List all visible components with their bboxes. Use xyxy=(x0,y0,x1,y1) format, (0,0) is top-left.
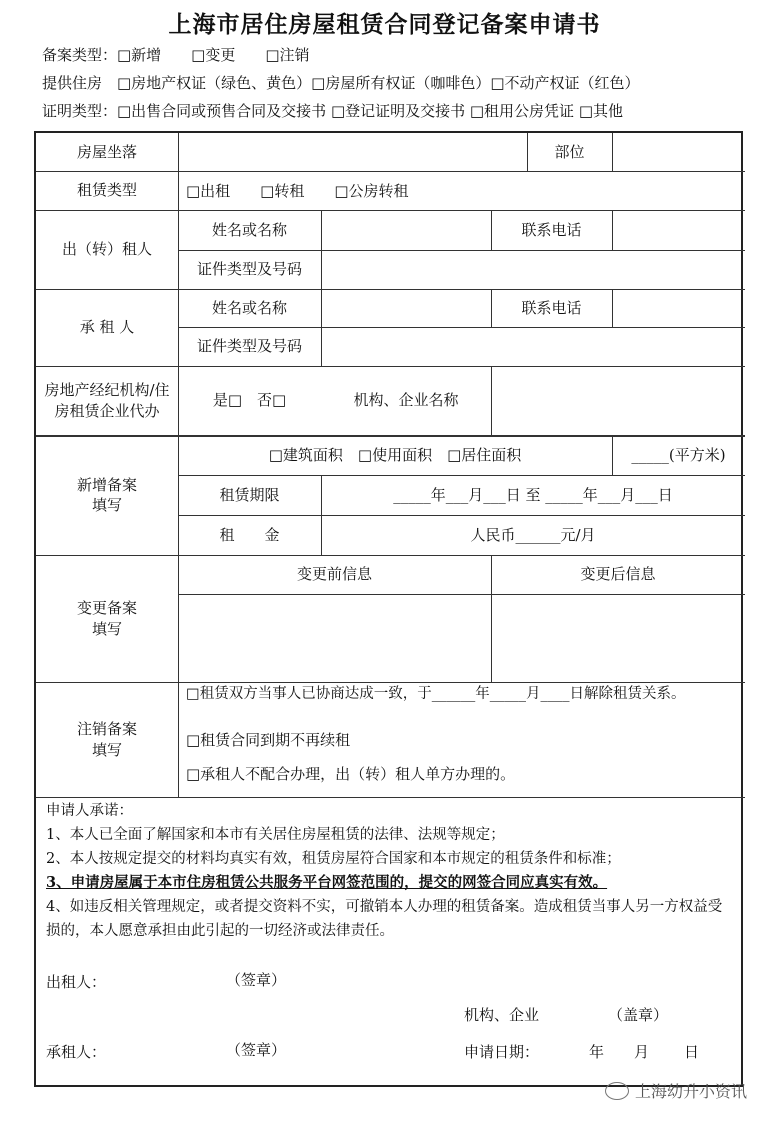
after-info-field[interactable] xyxy=(491,594,745,682)
date-label: 申请日期： xyxy=(464,1043,540,1061)
proof-type-line: 证明类型：□出售合同或预售合同及交接书 □登记证明及交接书 □租用公房凭证 □其他 xyxy=(42,102,623,120)
org-sign-label: 机构、企业 xyxy=(464,1006,540,1024)
lessee-id-label: 证件类型及号码 xyxy=(196,337,302,356)
term-field[interactable]: _____年___月___日 至 _____年___月___日 xyxy=(393,485,673,504)
lessee-sign-label: 承租人： xyxy=(46,1043,107,1061)
pledge-heading: 申请人承诺： xyxy=(46,803,133,819)
date-year[interactable]: 年 xyxy=(589,1043,605,1061)
pledge-item-2: 2、本人按规定提交的材料均真实有效，租赁房屋符合国家和本市规定的租赁条件和标准； xyxy=(46,851,621,867)
lessor-phone-label: 联系电话 xyxy=(521,220,582,239)
lessee-phone-field[interactable] xyxy=(612,289,745,327)
location-field[interactable] xyxy=(178,133,527,171)
area-sqm-field[interactable]: _____(平方米) xyxy=(631,445,726,464)
lessee-label: 承 租 人 xyxy=(79,318,135,337)
lessor-seal[interactable]: （签章） xyxy=(226,971,287,989)
cancel-record-label: 注销备案填写 xyxy=(76,720,137,759)
location-label: 房屋坐落 xyxy=(76,142,137,161)
lessee-name-field[interactable] xyxy=(321,289,491,327)
before-info-label: 变更前信息 xyxy=(296,565,372,584)
lessor-name-field[interactable] xyxy=(321,210,491,250)
part-label: 部位 xyxy=(554,142,585,161)
agent-org-label: 机构、企业名称 xyxy=(353,391,459,410)
form-title: 上海市居住房屋租赁合同登记备案申请书 xyxy=(168,12,601,38)
agent-org-field[interactable] xyxy=(491,366,745,435)
lessee-id-field[interactable] xyxy=(321,327,745,366)
org-seal[interactable]: （盖章） xyxy=(608,1006,669,1024)
change-record-label: 变更备案填写 xyxy=(76,599,137,638)
pledge-item-3: 3、申请房屋属于本市住房租赁公共服务平台网签范围的，提交的网签合同应真实有效。 xyxy=(46,874,608,891)
lessee-phone-label: 联系电话 xyxy=(521,298,582,317)
rent-field[interactable]: 人民币______元/月 xyxy=(470,525,596,544)
lessor-id-field[interactable] xyxy=(321,250,745,289)
new-record-label: 新增备案填写 xyxy=(76,475,137,514)
housing-proof-line: 提供住房 □房地产权证（绿色、黄色）□房屋所有权证（咖啡色）□不动产权证（红色） xyxy=(42,74,640,92)
filing-type-line: 备案类型：□新增 □变更 □注销 xyxy=(42,46,310,64)
date-day[interactable]: 日 xyxy=(684,1043,700,1061)
cancel-option-2[interactable]: □租赁合同到期不再续租 xyxy=(186,731,351,749)
part-field[interactable] xyxy=(612,133,745,171)
area-type-options[interactable]: □建筑面积 □使用面积 □居住面积 xyxy=(268,445,522,464)
lessee-name-label: 姓名或名称 xyxy=(211,298,287,317)
term-label: 租赁期限 xyxy=(219,485,280,504)
lessor-label: 出（转）租人 xyxy=(61,240,152,259)
after-info-label: 变更后信息 xyxy=(580,565,656,584)
date-month[interactable]: 月 xyxy=(634,1043,650,1061)
wechat-icon xyxy=(605,1082,629,1100)
cancel-option-3[interactable]: □承租人不配合办理，出（转）租人单方办理的。 xyxy=(186,765,516,783)
lease-type-label: 租赁类型 xyxy=(76,181,137,200)
rent-label: 租 金 xyxy=(219,525,280,544)
watermark xyxy=(605,1079,747,1102)
cancel-option-1[interactable]: □租赁双方当事人已协商达成一致，于______年_____月____日解除租赁关系。 xyxy=(186,686,686,702)
agent-yes-no[interactable]: 是□ 否□ xyxy=(212,391,287,410)
agent-label: 房地产经纪机构/住房租赁企业代办 xyxy=(44,381,170,420)
pledge-item-1: 1、本人已全面了解国家和本市有关居住房屋租赁的法律、法规等规定； xyxy=(46,827,505,843)
lessor-name-label: 姓名或名称 xyxy=(211,220,287,239)
lessor-id-label: 证件类型及号码 xyxy=(196,260,302,279)
lease-type-options[interactable]: □出租 □转租 □公房转租 xyxy=(186,182,409,200)
before-info-field[interactable] xyxy=(178,594,491,682)
application-form-table xyxy=(34,131,743,1087)
pledge-item-4: 4、如违反相关管理规定，或者提交资料不实，可撤销本人办理的租赁备案。造成租赁当事人另一方权益受损的，本人愿意承担由此引起的一切经济或法律责任。 xyxy=(46,899,723,939)
watermark-text: 上海幼升小资讯 xyxy=(634,1082,747,1101)
lessee-seal[interactable]: （签章） xyxy=(226,1041,287,1059)
lessor-phone-field[interactable] xyxy=(612,210,745,250)
lessor-sign-label: 出租人： xyxy=(46,973,107,991)
